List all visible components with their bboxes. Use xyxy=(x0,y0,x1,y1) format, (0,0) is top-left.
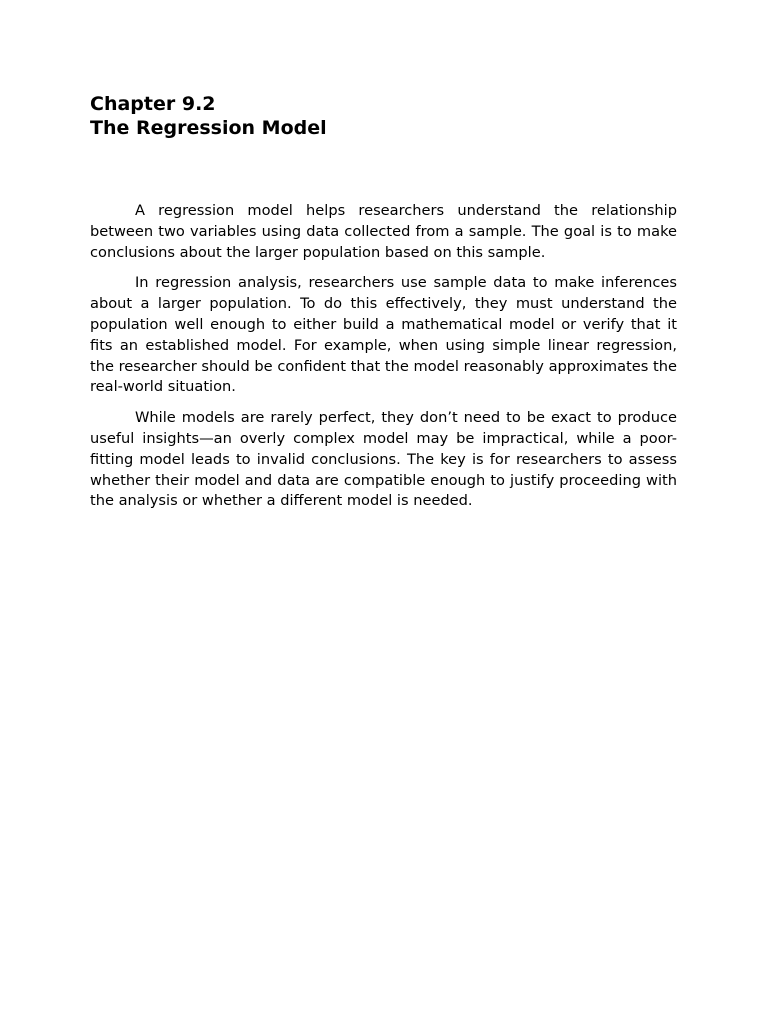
chapter-number: Chapter 9.2 xyxy=(90,93,216,115)
chapter-title: The Regression Model xyxy=(90,117,327,139)
paragraph-2: In regression analysis, researchers use sample data to make inferences about a larger population. To do this effectively, they must understand the population well enough to either build a mathematical model or verify that it fits an established model. For example, when using simple linear regression, the researcher should be confident that the model reasonably approximates the real-world situation. xyxy=(90,274,677,396)
paragraph-1: A regression model helps researchers understand the relationship between two variables using data collected from a sample. The goal is to make conclusions about the larger population based on this sample. xyxy=(90,202,677,261)
paragraph-3: While models are rarely perfect, they don’t need to be exact to produce useful insights—an overly complex model may be impractical, while a poor-fitting model leads to invalid conclusions. The key is for researchers to assess whether their model and data are compatible enough to justify proceeding with the analysis or whether a different model is needed. xyxy=(90,409,677,510)
chapter-body xyxy=(90,201,677,522)
chapter-heading xyxy=(90,92,677,140)
